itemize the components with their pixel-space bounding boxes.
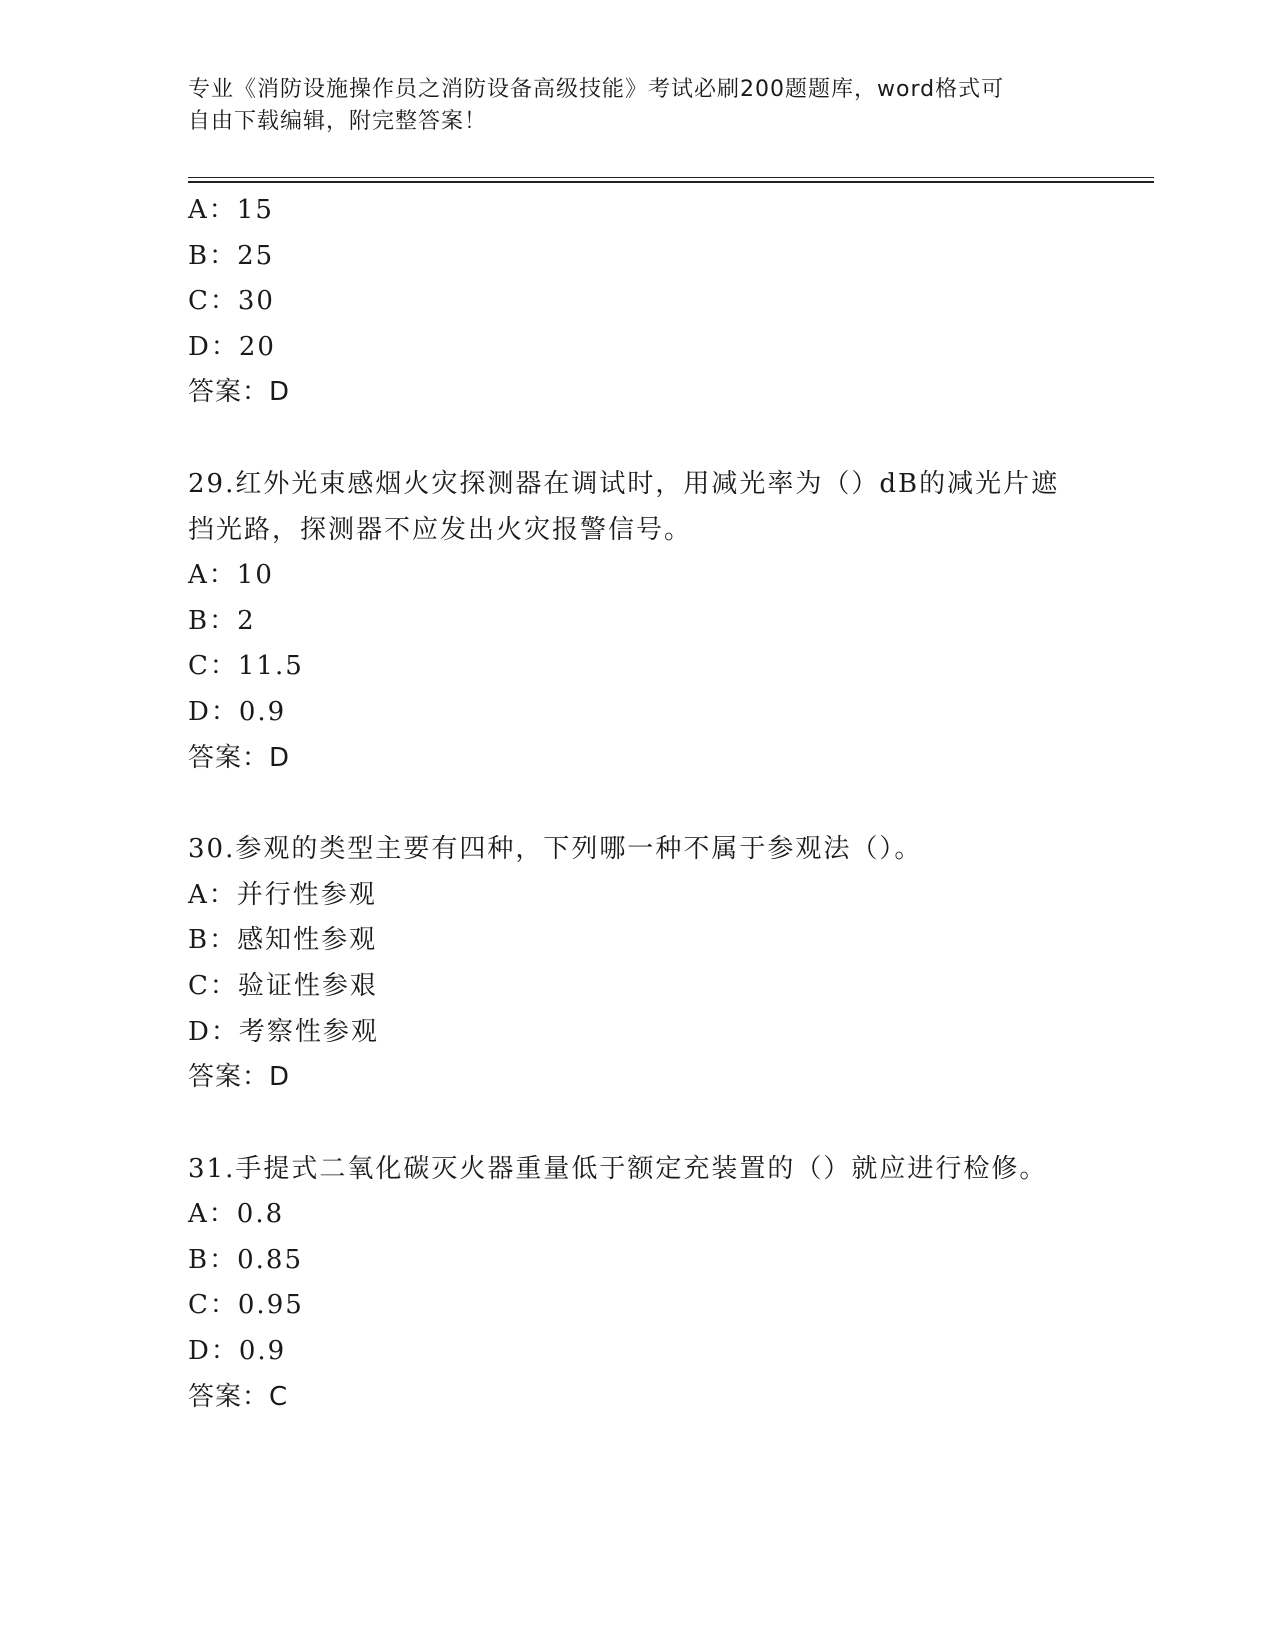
answer-line: 答案：C: [188, 1381, 289, 1412]
question-30: [188, 827, 1088, 1101]
option-b: B：感知性参观: [188, 925, 378, 956]
option-b: B：0.85: [188, 1244, 303, 1275]
question-stem: 29.红外光束感烟火灾探测器在调试时，用减光率为（）dB的减光片遮: [188, 468, 1060, 499]
question-stem-continued: 挡光路，探测器不应发出火灾报警信号。: [188, 514, 693, 545]
option-a: A：10: [188, 560, 274, 591]
option-c: C：0.95: [188, 1290, 304, 1321]
question-stem: 30.参观的类型主要有四种，下列哪一种不属于参观法（）。: [188, 834, 923, 865]
option-c: C：11.5: [188, 651, 304, 682]
option-b: B：2: [188, 605, 256, 636]
option-d: D：0.9: [188, 696, 287, 727]
option-d: D：20: [188, 331, 276, 362]
header-divider-thick: [188, 181, 1154, 183]
option-a: A：0.8: [188, 1199, 285, 1230]
header-divider-thin: [188, 177, 1154, 178]
question-stem: 31.手提式二氧化碳灭火器重量低于额定充装置的（）就应进行检修。: [188, 1153, 1048, 1184]
answer-line: 答案：D: [188, 742, 291, 773]
option-c: C：验证性参艰: [188, 970, 378, 1001]
option-d: D：0.9: [188, 1336, 287, 1367]
header-line-2: 自由下载编辑，附完整答案！: [188, 109, 488, 134]
option-b: B：25: [188, 240, 275, 271]
question-list: [188, 188, 1088, 1420]
question-31: [188, 1147, 1088, 1421]
question-29: [188, 462, 1088, 781]
header-line-1: 专业《消防设施操作员之消防设备高级技能》考试必刷200题题库，word格式可: [188, 77, 1005, 102]
option-a: A：15: [188, 195, 274, 225]
document-header: [188, 74, 1088, 138]
answer-line: 答案：D: [188, 377, 291, 408]
question-continued: [188, 188, 1088, 416]
option-c: C：30: [188, 286, 275, 317]
option-d: D：考察性参观: [188, 1016, 379, 1047]
answer-line: 答案：D: [188, 1062, 291, 1093]
option-a: A：并行性参观: [188, 879, 377, 910]
